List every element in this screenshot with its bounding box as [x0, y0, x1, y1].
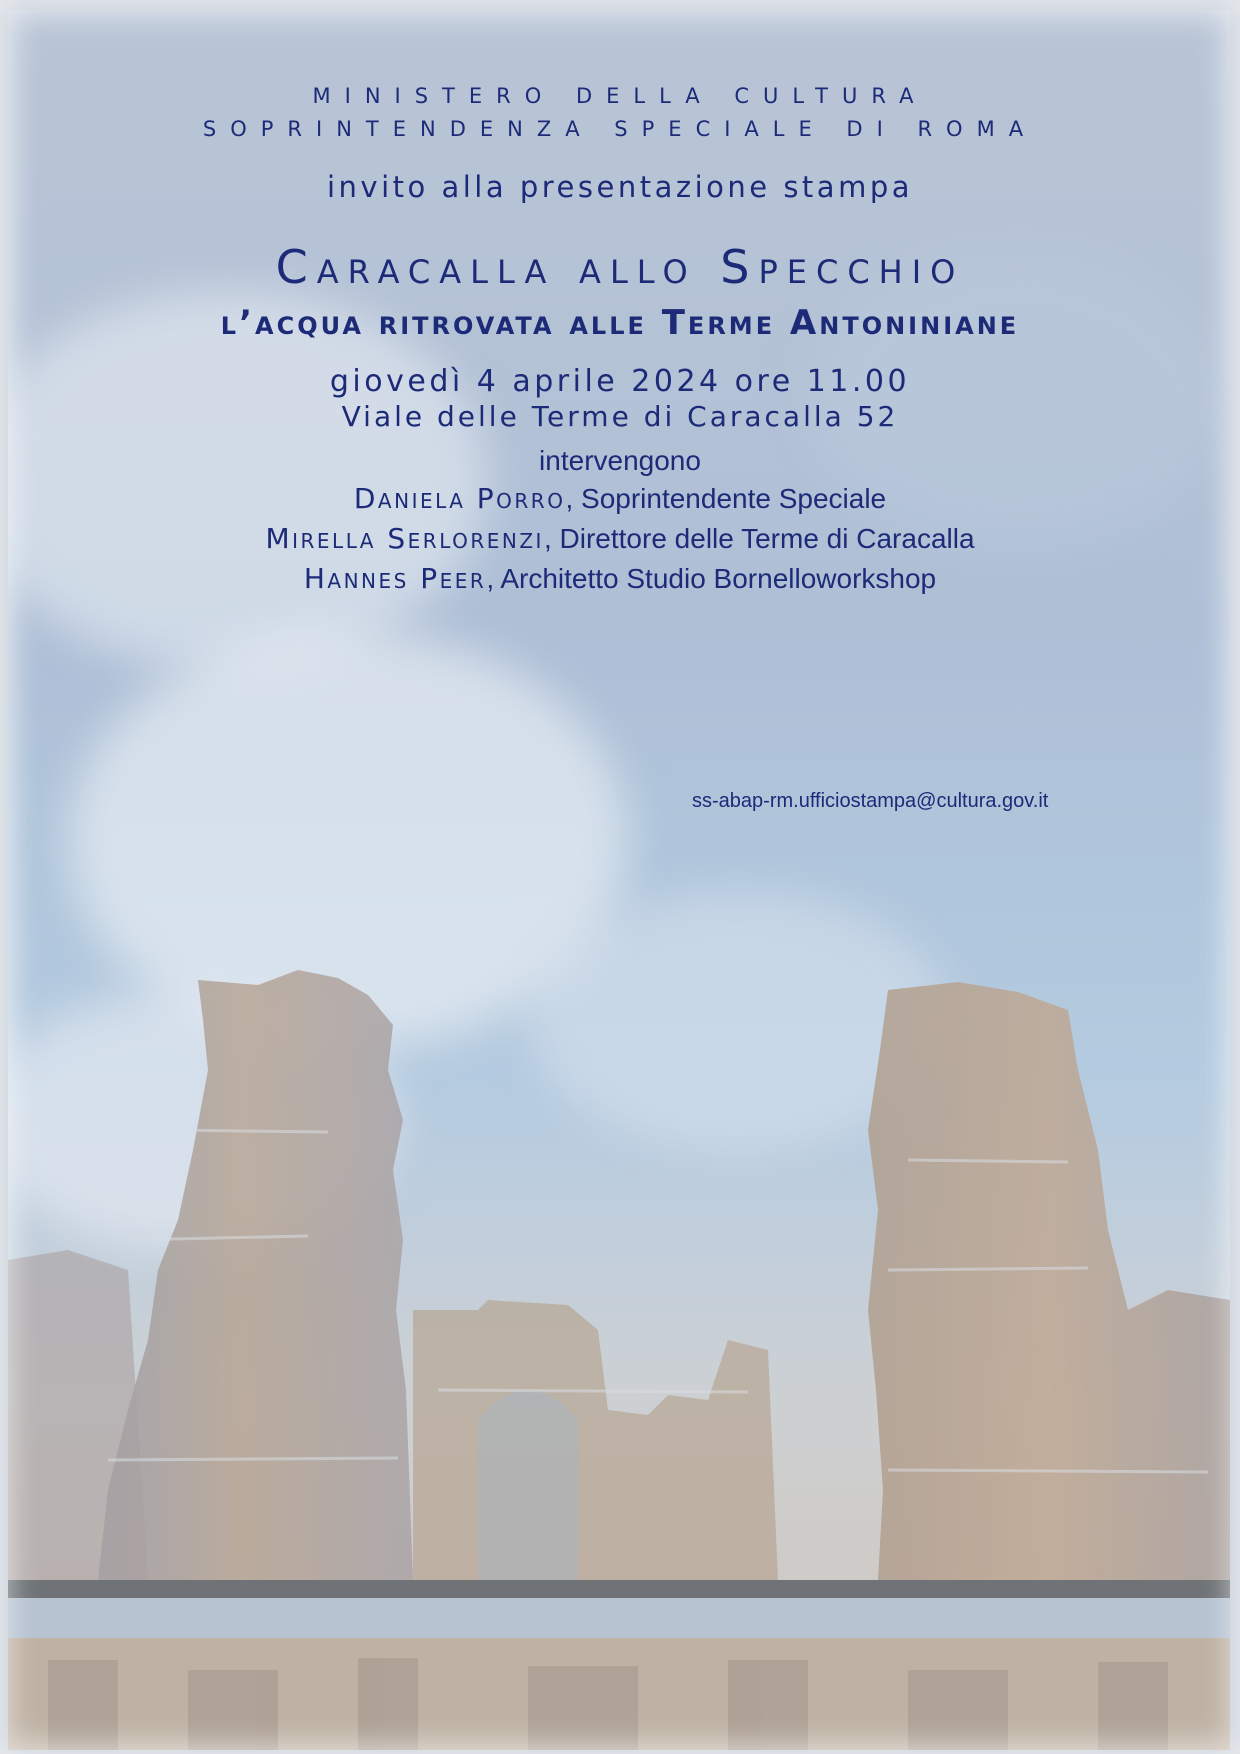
speaker-role: , Soprintendente Speciale	[565, 483, 887, 514]
speaker-role: , Architetto Studio Bornelloworkshop	[486, 563, 937, 594]
speaker-name: Daniela Porro	[353, 482, 566, 515]
press-office-email-link[interactable]: ss-abap-rm.ufficiostampa@cultura.gov.it	[692, 790, 1049, 812]
event-venue: Viale delle Terme di Caracalla 52	[341, 400, 899, 433]
speaker-name: Mirella Serlorenzi	[265, 522, 544, 555]
invitation-line: invito alla presentazione stampa	[326, 170, 913, 204]
speakers-heading: intervengono	[539, 445, 701, 476]
office-name: SOPRINTENDENZA SPECIALE DI ROMA	[202, 117, 1038, 141]
speaker-role: , Direttore delle Terme di Caracalla	[543, 523, 975, 554]
ministry-name: MINISTERO DELLA CULTURA	[312, 84, 928, 108]
speaker-line	[0, 522, 1240, 555]
event-title: Caracalla allo Specchio	[275, 240, 965, 294]
event-subtitle: l’acqua ritrovata alle Terme Antoniniane	[220, 303, 1020, 343]
speaker-name: Hannes Peer	[303, 562, 487, 595]
speaker-line	[0, 562, 1240, 595]
event-date-time: giovedì 4 aprile 2024 ore 11.00	[329, 364, 911, 399]
speaker-line	[0, 482, 1240, 515]
